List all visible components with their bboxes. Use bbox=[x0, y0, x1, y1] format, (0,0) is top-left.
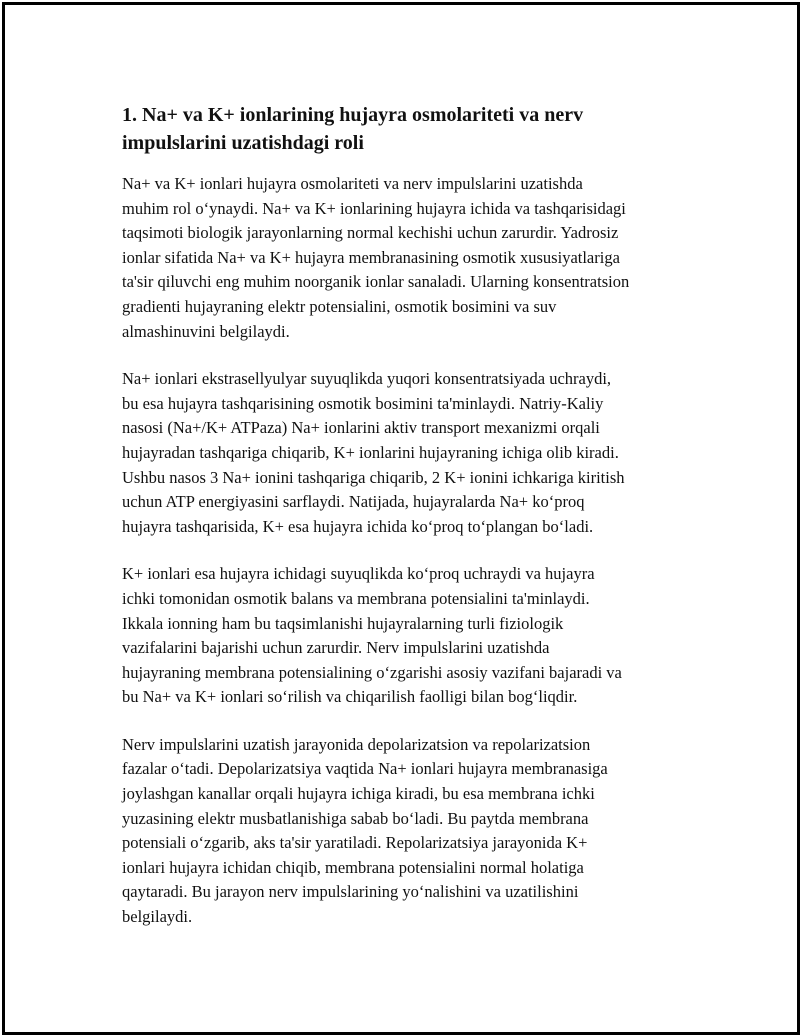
paragraph-line: uchun ATP energiyasini sarflaydi. Natijada, hujayralarda Na+ ko‘proq bbox=[122, 492, 585, 512]
document-body bbox=[122, 101, 692, 953]
section-heading bbox=[122, 101, 692, 157]
page-frame bbox=[2, 2, 800, 1035]
paragraph-4 bbox=[122, 733, 692, 930]
paragraph-line: belgilaydi. bbox=[122, 907, 193, 927]
paragraph-line: hujayraning membrana potensialining o‘zgarishi asosiy vazifani bajaradi va bbox=[122, 662, 622, 682]
paragraph-line: Na+ ionlari ekstrasellyulyar suyuqlikda yuqori konsentratsiyada uchraydi, bbox=[122, 369, 612, 389]
paragraph-line: yuzasining elektr musbatlanishiga sabab bo‘ladi. Bu paytda membrana bbox=[122, 808, 589, 828]
paragraph-line: joylashgan kanallar orqali hujayra ichiga kiradi, bu esa membrana ichki bbox=[122, 784, 595, 804]
paragraph-line: Ushbu nasos 3 Na+ ionini tashqariga chiqarib, 2 K+ ionini ichkariga kiritish bbox=[122, 467, 625, 487]
paragraph-line: ionlari hujayra ichidan chiqib, membrana potensialini normal holatiga bbox=[122, 857, 584, 877]
paragraph-line: gradienti hujayraning elektr potensialini, osmotik bosimini va suv bbox=[122, 296, 557, 316]
paragraph-line: ionlar sifatida Na+ va K+ hujayra membranasining osmotik xususiyatlariga bbox=[122, 247, 620, 267]
paragraph-1 bbox=[122, 172, 692, 344]
paragraph-line: hujayra tashqarisida, K+ esa hujayra ichida ko‘proq to‘plangan bo‘ladi. bbox=[122, 516, 594, 536]
paragraph-line: bu esa hujayra tashqarisining osmotik bosimini ta'minlaydi. Natriy-Kaliy bbox=[122, 393, 604, 413]
paragraph-line: Na+ va K+ ionlari hujayra osmolariteti va nerv impulslarini uzatishda bbox=[122, 174, 583, 193]
paragraph-line: Ikkala ionning ham bu taqsimlanishi hujayralarning turli fiziologik bbox=[122, 613, 564, 633]
paragraph-line: ichki tomonidan osmotik balans va membrana potensialini ta'minlaydi. bbox=[122, 588, 590, 608]
paragraph-line: muhim rol o‘ynaydi. Na+ va K+ ionlarining hujayra ichida va tashqarisidagi bbox=[122, 198, 626, 218]
paragraph-line: ta'sir qiluvchi eng muhim noorganik ionlar sanaladi. Ularning konsentratsion bbox=[122, 272, 630, 292]
paragraph-2 bbox=[122, 367, 692, 539]
paragraph-line: K+ ionlari esa hujayra ichidagi suyuqlikda ko‘proq uchraydi va hujayra bbox=[122, 564, 595, 584]
paragraph-line: Nerv impulslarini uzatish jarayonida depolarizatsion va repolarizatsion bbox=[122, 734, 591, 754]
paragraph-3 bbox=[122, 562, 692, 710]
paragraph-line: qaytaradi. Bu jarayon nerv impulslarining yo‘nalishini va uzatilishini bbox=[122, 882, 579, 902]
paragraph-line: hujayradan tashqariga chiqarib, K+ ionlarini hujayraning ichiga olib kiradi. bbox=[122, 442, 619, 462]
paragraph-line: bu Na+ va K+ ionlari so‘rilish va chiqarilish faolligi bilan bog‘liqdir. bbox=[122, 687, 578, 707]
paragraph-line: nasosi (Na+/K+ ATPaza) Na+ ionlarini aktiv transport mexanizmi orqali bbox=[122, 418, 600, 438]
paragraph-line: taqsimoti biologik jarayonlarning normal kechishi uchun zarurdir. Yadrosiz bbox=[122, 223, 619, 243]
paragraph-line: almashinuvini belgilaydi. bbox=[122, 321, 290, 341]
paragraph-line: vazifalarini bajarishi uchun zarurdir. Nerv impulslarini uzatishda bbox=[122, 638, 550, 658]
paragraph-line: fazalar o‘tadi. Depolarizatsiya vaqtida Na+ ionlari hujayra membranasiga bbox=[122, 759, 608, 779]
heading-line-2: impulslarini uzatishdagi roli bbox=[122, 132, 364, 154]
heading-line-1: 1. Na+ va K+ ionlarining hujayra osmolariteti va nerv bbox=[122, 104, 584, 126]
paragraph-line: potensiali o‘zgarib, aks ta'sir yaratiladi. Repolarizatsiya jarayonida K+ bbox=[122, 833, 588, 853]
